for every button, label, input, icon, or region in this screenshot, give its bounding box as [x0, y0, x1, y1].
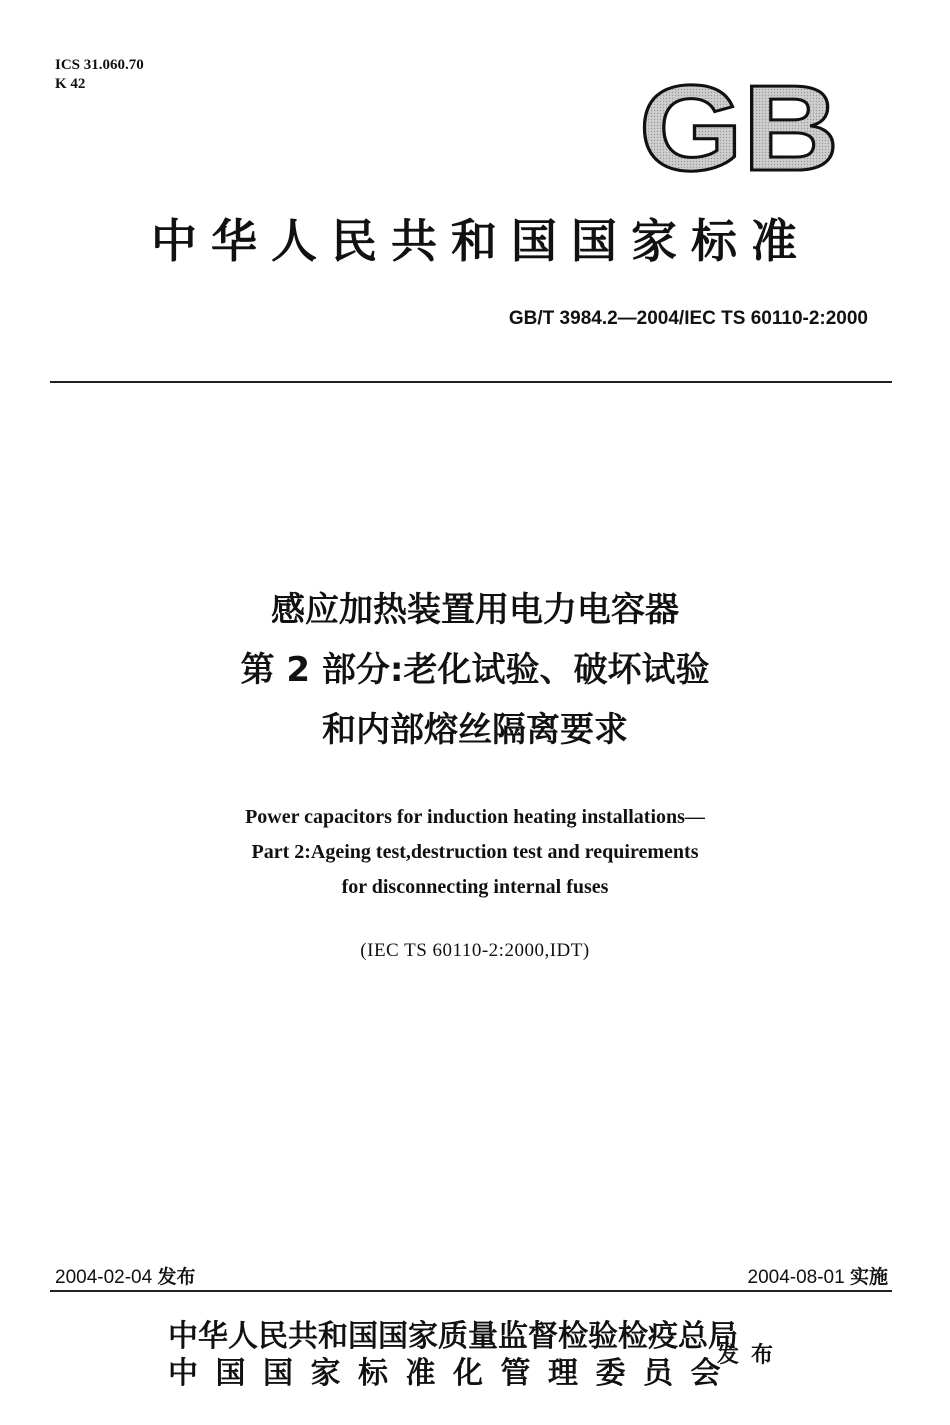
issuer-sac: 中国国家标准化管理委员会: [168, 1356, 738, 1391]
implement-date-block: [748, 1262, 889, 1289]
chinese-title: [0, 580, 950, 760]
standard-number: GB/T 3984.2—2004/IEC TS 60110-2:2000: [508, 308, 868, 329]
implement-label: 实施: [849, 1266, 888, 1288]
publish-label: 发布: [717, 1343, 786, 1368]
chinese-title-line2: 第 2 部分:老化试验、破坏试验: [240, 650, 710, 690]
english-title: [0, 800, 950, 905]
standard-title: 中华人民共和国国家标准: [151, 214, 811, 268]
issue-date: 2004-02-04: [55, 1267, 153, 1288]
english-title-line1: Power capacitors for induction heating installations—: [245, 806, 705, 828]
class-code: K 42: [55, 76, 86, 92]
ics-code: ICS 31.060.70: [55, 57, 144, 73]
issuing-authorities: [168, 1318, 738, 1392]
chinese-title-line3: 和内部熔丝隔离要求: [322, 710, 628, 750]
classification-codes: [55, 56, 144, 94]
svg-text:GB: GB: [639, 70, 839, 180]
header-divider: [50, 381, 892, 383]
issue-date-block: [55, 1262, 196, 1289]
english-title-line3: for disconnecting internal fuses: [341, 876, 609, 898]
equivalence-note: (IEC TS 60110-2:2000,IDT): [360, 940, 590, 961]
chinese-title-line1: 感应加热装置用电力电容器: [271, 590, 679, 630]
issue-label: 发布: [157, 1266, 196, 1288]
english-title-line2: Part 2:Ageing test,destruction test and requirements: [251, 841, 699, 863]
footer-divider: [50, 1290, 892, 1292]
implement-date: 2004-08-01: [747, 1267, 845, 1288]
issuer-aqsiq: 中华人民共和国国家质量监督检验检疫总局: [168, 1319, 738, 1354]
gb-logo: [635, 70, 845, 180]
